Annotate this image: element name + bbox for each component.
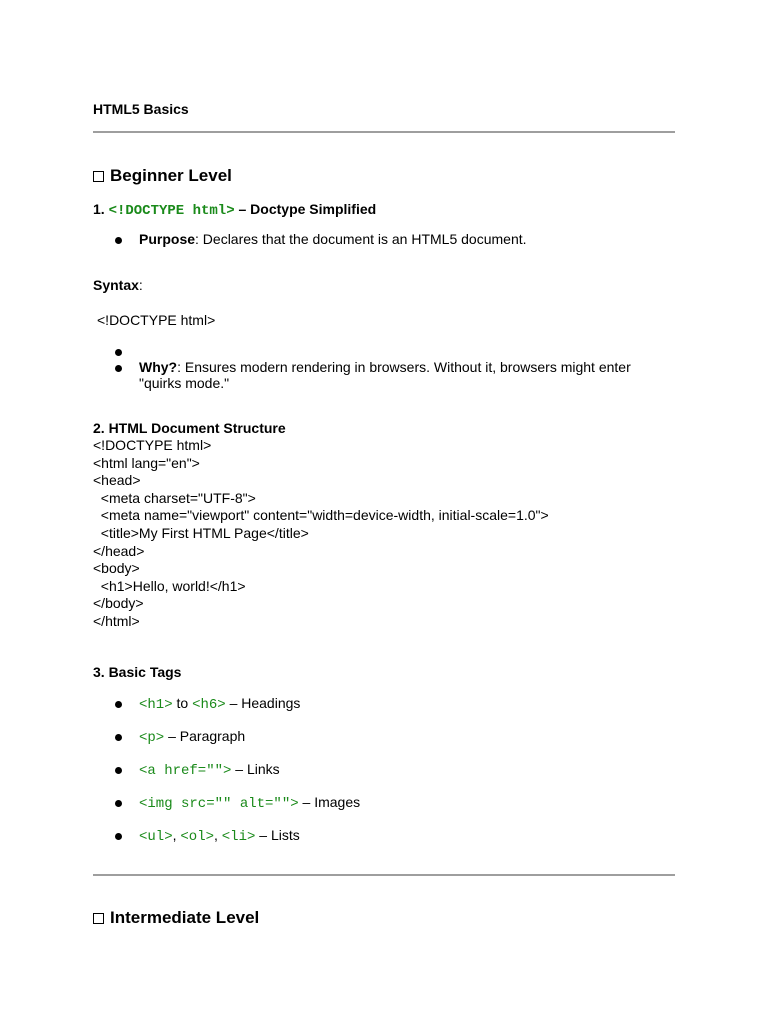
syntax-code: <!DOCTYPE html> xyxy=(97,312,216,328)
doctype-code: <!DOCTYPE html> xyxy=(108,203,235,219)
purpose-text: : Declares that the document is an HTML5 document. xyxy=(195,231,527,247)
section-3-heading: 3. Basic Tags xyxy=(93,664,182,680)
img-code: <img src="" alt=""> xyxy=(139,796,299,812)
bullet xyxy=(115,701,122,708)
purpose-item xyxy=(139,231,527,247)
to-text: to xyxy=(172,695,193,711)
tag-item-links xyxy=(139,761,280,779)
h6-code: <h6> xyxy=(192,697,226,713)
tag-item-lists xyxy=(139,827,300,845)
syntax-label-line xyxy=(93,277,143,293)
bullet xyxy=(115,734,122,741)
bullet xyxy=(115,237,122,244)
headings-desc: – Headings xyxy=(225,695,301,711)
section-2-heading: 2. HTML Document Structure xyxy=(93,420,286,436)
why-text: : Ensures modern rendering in browsers. Without it, browsers might enter xyxy=(177,359,631,375)
beginner-heading-text: Beginner Level xyxy=(110,166,232,185)
bullet xyxy=(115,833,122,840)
document-title: HTML5 Basics xyxy=(93,101,189,117)
section-1-title: – Doctype Simplified xyxy=(234,201,377,217)
li-code: <li> xyxy=(221,829,256,845)
section-1-heading xyxy=(93,201,376,219)
why-text-continued: "quirks mode." xyxy=(139,375,230,391)
checkbox-icon xyxy=(93,913,104,924)
section-1-number: 1. xyxy=(93,201,105,217)
comma: , xyxy=(172,827,181,843)
images-desc: – Images xyxy=(298,794,361,810)
tag-item-paragraph xyxy=(139,728,245,746)
ul-code: <ul> xyxy=(139,829,173,845)
intermediate-heading xyxy=(93,908,259,928)
syntax-label: Syntax xyxy=(93,277,139,293)
tag-item-headings xyxy=(139,695,300,713)
a-code: <a href=""> xyxy=(139,763,232,779)
bullet-empty xyxy=(115,349,122,356)
ol-code: <ol> xyxy=(180,829,214,845)
document-structure-code: <!DOCTYPE html> <html lang="en"> <head> <meta charset="UTF-8"> <meta name="viewport" content="width=device-width, initial-scale=1.0"> <title>My First HTML Page</title> </head> <body> <h1>Hello, world!</h1> </body> </html> xyxy=(93,437,549,629)
why-label: Why? xyxy=(139,359,178,375)
paragraph-desc: – Paragraph xyxy=(164,728,246,744)
beginner-heading xyxy=(93,166,232,186)
bullet xyxy=(115,800,122,807)
comma: , xyxy=(214,827,222,843)
divider xyxy=(93,131,675,133)
syntax-colon: : xyxy=(138,277,143,293)
intermediate-heading-text: Intermediate Level xyxy=(110,908,260,927)
why-item xyxy=(139,359,631,391)
h1-code: <h1> xyxy=(139,697,173,713)
checkbox-icon xyxy=(93,171,104,182)
p-code: <p> xyxy=(139,730,165,746)
lists-desc: – Lists xyxy=(255,827,300,843)
bullet xyxy=(115,365,122,372)
purpose-label: Purpose xyxy=(139,231,196,247)
divider xyxy=(93,874,675,876)
tag-item-images xyxy=(139,794,360,812)
links-desc: – Links xyxy=(231,761,280,777)
bullet xyxy=(115,767,122,774)
